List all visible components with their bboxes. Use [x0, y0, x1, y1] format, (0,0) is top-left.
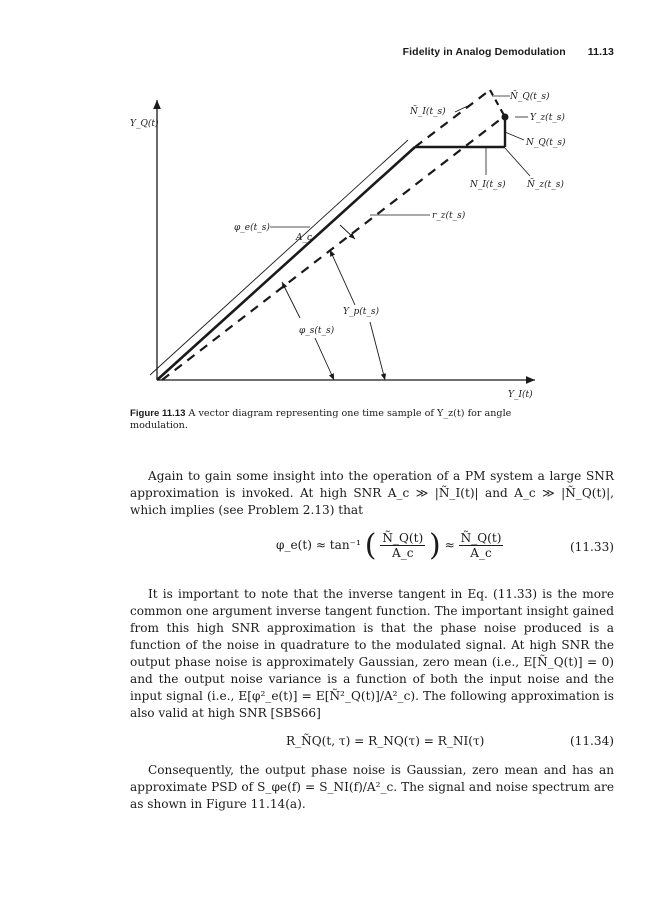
label-phi-e: φ_e(t_s) — [234, 223, 270, 233]
eq1-fraction-2: $\frac{Ñ\_Q(t)}{A\_c}$ — [460, 531, 502, 560]
label-ni-tilde: Ñ_I(t_s) — [410, 107, 446, 117]
resultant-dashed — [162, 118, 502, 380]
equation-11-33: φ_e(t) ≈ tan⁻¹ ( $\frac{Ñ\_Q(t)}{A\_c}$ ) ≈ $\frac{Ñ\_Q(t)}{A\_c}$ (11.33) — [276, 528, 614, 563]
label-yq-axis: Y_Q(t) — [130, 119, 159, 129]
figure-caption — [130, 408, 560, 432]
nq-tilde-dashed — [490, 90, 505, 117]
label-nq: N_Q(t_s) — [526, 138, 566, 148]
vector-diagram — [0, 0, 664, 405]
phi-e-leader — [150, 140, 408, 375]
ni-tilde-dashed — [415, 90, 490, 147]
label-nz: Ñ_z(t_s) — [527, 180, 564, 190]
paragraph-2: It is important to note that the inverse tangent in Eq. (11.33) is the more common one argument inverse tangent function. The important insight gained from this high SNR approximation is that the phase noise produced is a function of the noise in quadrature to the modulated signal. At high SNR the output phase noise is approximately Gaussian, zero mean (i.e., E[Ñ_Q(t)] = 0) and the output noise variance is a function of both the input noise and the input signal (i.e., E[φ²_e(t)] = E[Ñ²_Q(t)]/A²_c). The following approximation is also valid at high SNR [SBS66] — [130, 587, 614, 720]
figure-number: Figure 11.13 — [130, 408, 186, 419]
label-rz: r_z(t_s) — [432, 211, 466, 221]
label-yi-axis: Y_I(t) — [508, 390, 533, 400]
label-ni: N_I(t_s) — [470, 180, 506, 190]
paragraph-1: Again to gain some insight into the operation of a PM system a large SNR approximation is invoked. At high SNR A_c ≫ |Ñ_I(t)| and A_c ≫ |Ñ_Q(t)|, which implies (see Problem 2.13) that — [130, 469, 614, 517]
eq1-lhs: φ_e(t) ≈ tan⁻¹ — [276, 538, 361, 552]
label-nq-tilde: Ñ_Q(t_s) — [510, 92, 550, 102]
equation-11-34 — [130, 734, 614, 752]
eq1-denominator: A_c — [391, 546, 414, 560]
paragraph-3: Consequently, the output phase noise is Gaussian, zero mean and has an approximate PSD of S_φe(f) = S_NI(f)/A²_c. The signal and noise spectrum are as shown in Figure 11.14(a). — [130, 763, 614, 811]
eq1-numerator: Ñ_Q(t) — [382, 531, 424, 545]
label-phi-s: φ_s(t_s) — [299, 326, 335, 336]
label-ac: A_c — [296, 233, 313, 243]
eq1-fraction-1 — [380, 531, 425, 560]
eq1-approx: ≈ — [444, 538, 455, 552]
eq2-number: (11.34) — [569, 734, 614, 748]
header-title: Fidelity in Analog Demodulation — [402, 46, 566, 58]
label-yz: Y_z(t_s) — [530, 113, 565, 123]
header-section: 11.13 — [587, 46, 614, 58]
eq1-number: (11.33) — [569, 540, 614, 554]
eq2-expression: R_ÑQ(t, τ) = R_NQ(τ) = R_NI(τ) — [286, 734, 485, 748]
figure-caption-text: A vector diagram representing one time sample of Y_z(t) for angle modulation. — [130, 408, 512, 431]
label-yp: Y_p(t_s) — [343, 307, 379, 317]
